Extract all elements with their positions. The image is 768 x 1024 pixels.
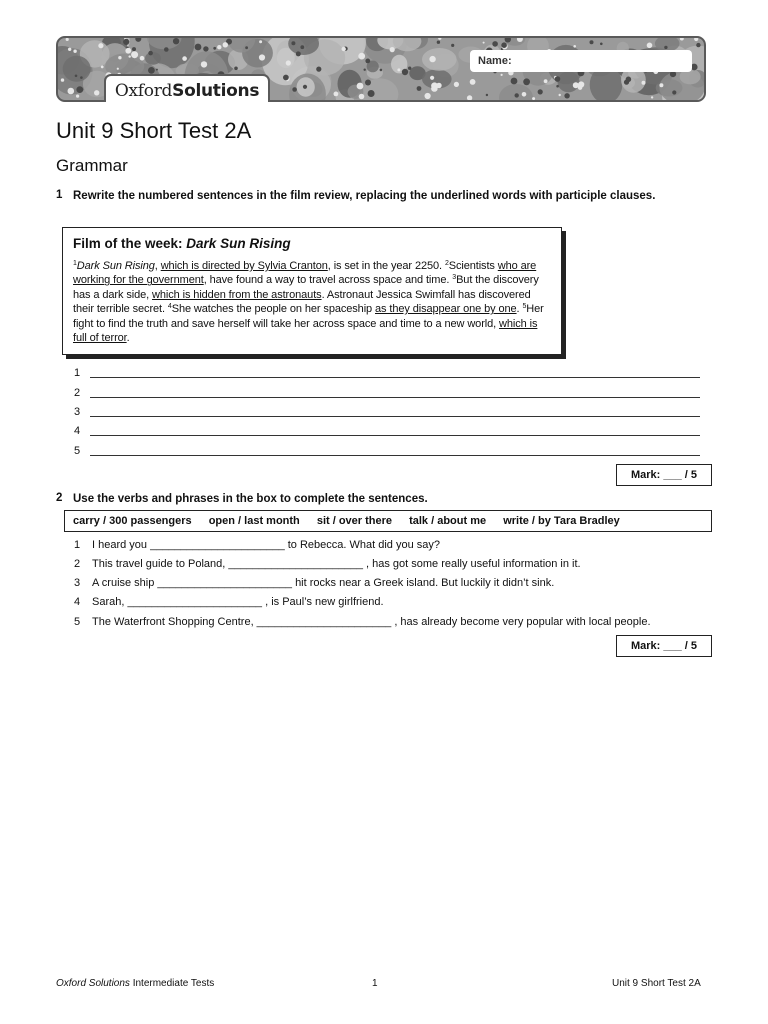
- page-title: Unit 9 Short Test 2A: [56, 118, 252, 143]
- phrase-item: open / last month: [208, 515, 300, 527]
- question-2-number: 2: [56, 492, 63, 504]
- phrase-item: write / by Tara Bradley: [503, 515, 620, 527]
- phrase-item: carry / 300 passengers: [73, 515, 192, 527]
- name-label: Name:: [478, 55, 512, 67]
- answer-line[interactable]: 3: [74, 406, 700, 420]
- answer-line[interactable]: 5: [74, 445, 700, 459]
- footer-left: Oxford Solutions Intermediate Tests: [56, 978, 215, 989]
- answer-line[interactable]: 4: [74, 425, 700, 439]
- film-review-box: [62, 227, 562, 355]
- footer-right: Unit 9 Short Test 2A: [612, 978, 701, 989]
- phrase-box: [64, 510, 712, 532]
- sentence-item[interactable]: 4 Sarah, ______________________ , is Paul’s new girlfriend.: [74, 596, 384, 608]
- sentence-item[interactable]: 3 A cruise ship ______________________ hit rocks near a Greek island. But luckily it didn’t sink.: [74, 577, 555, 589]
- oxford-solutions-logo: OxfordSolutions: [104, 74, 270, 102]
- footer-page-number: 1: [372, 978, 378, 989]
- phrase-item: talk / about me: [409, 515, 487, 527]
- question-2-instruction: Use the verbs and phrases in the box to complete the sentences.: [73, 493, 428, 505]
- answer-line[interactable]: 1: [74, 367, 700, 381]
- name-field[interactable]: [470, 50, 692, 72]
- phrase-item: sit / over there: [316, 515, 393, 527]
- question-1-number: 1: [56, 189, 63, 201]
- question-1-instruction: Rewrite the numbered sentences in the film review, replacing the underlined words with participle clauses.: [73, 190, 656, 202]
- sentence-item[interactable]: 2 This travel guide to Poland, ______________________ , has got some really useful information in it.: [74, 558, 581, 570]
- mark-box: Mark: ___ / 5: [616, 464, 712, 486]
- sentence-item[interactable]: 1 I heard you ______________________ to Rebecca. What did you say?: [74, 539, 440, 551]
- sentence-item[interactable]: 5 The Waterfront Shopping Centre, ______________________ , has already become very popular with local people.: [74, 616, 651, 628]
- film-review-title: Film of the week: Dark Sun Rising: [73, 236, 291, 251]
- film-review-text: $^1$Dark Sun Rising, which is directed by Sylvia Cranton, is set in the year 2250. $^2$Scientists who are working for the government, have found a way to travel across space and time. $^3$But the discovery has a dark side, which is hidden from the astronauts. Astronaut Jessica Swimfall has discovered their terrible secret. $^4$She watches the people on her spaceship as they disappear one by one. $^5$Her fight to find the truth and save herself will take her across space and time to a new world, which is full of terror.: [73, 260, 544, 345]
- mark-box: Mark: ___ / 5: [616, 635, 712, 657]
- section-title: Grammar: [56, 156, 128, 175]
- answer-line[interactable]: 2: [74, 387, 700, 401]
